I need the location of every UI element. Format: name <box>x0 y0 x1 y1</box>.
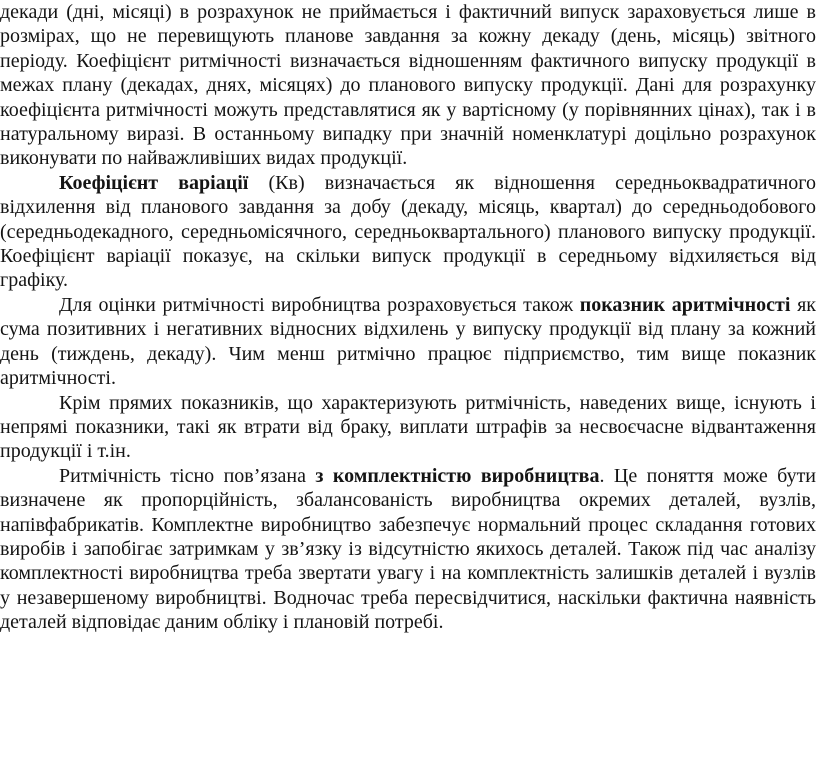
term-variation-coefficient: Коефіцієнт варіації <box>59 171 249 194</box>
paragraph-rhythm-coefficient: декади (дні, місяці) в розрахунок не приймається і фактичний випуск зараховується лише в розмірах, що не перевищують планове завдання за кожну декаду (день, місяць) звітного періоду. Коефіцієнт ритмічності визначається відношенням фактичного випуску продукції в межах плану (декадах, днях, місяцях) до планового випуску продукції. Дані для розрахунку коефіцієнта ритмічності можуть представлятися як у вартісному (у порівнянних цінах), так і в натуральному виразі. В останньому випадку при значній номенклатурі доцільно розрахунок виконувати по найважливіших видах продукції. <box>0 1 816 170</box>
paragraph-arrhythmia-intro: Для оцінки ритмічності виробництва розраховується також <box>59 293 580 316</box>
paragraph-completeness-intro: Ритмічність тісно пов’язана <box>59 464 316 487</box>
paragraph-indirect-indicators: Крім прямих показників, що характеризують ритмічність, наведених вище, існують і непрямі показники, такі як втрати від браку, виплати штрафів за несвоєчасне відвантаження продукції і т.ін. <box>0 391 816 463</box>
paragraph-completeness-text: . Це поняття може бути визначене як пропорційність, збалансованість виробництва окремих деталей, вузлів, напівфабрикатів. Комплектне виробництво забезпечує нормальний процес складання готових виробів і запобігає затримкам у зв’язку із відсутністю якихось деталей. Також під час аналізу комплектності виробництва треба звертати увагу і на комплектність залишків деталей і вузлів у незавершеному виробництві. Водночас треба пересвідчитися, наскільки фактична наявність деталей відповідає даним обліку і плановій потребі. <box>0 464 816 634</box>
term-arrhythmia-indicator: показник аритмічності <box>579 293 791 316</box>
paragraph-variation-coefficient <box>0 171 816 293</box>
paragraph-arrhythmia-indicator <box>0 293 816 391</box>
paragraph-arrhythmia-text: як сума позитивних і негативних відносних відхилень у випуску продукції від плану за кожний день (тиждень, декаду). Чим менш ритмічно працює підприємство, тим вище показник аритмічності. <box>0 293 816 390</box>
paragraph-variation-text: (Кв) визначається як відношення середньоквадратичного відхилення від планового завдання за добу (декаду, місяць, квартал) до середньодобового (середньодекадного, середньомісячного, середньоквартального) планового випуску продукції. Коефіцієнт варіації показує, на скільки випуск продукції в середньому відхиляється від графіку. <box>0 171 816 292</box>
term-production-completeness: з комплектністю виробництва <box>315 464 600 487</box>
paragraph-production-completeness <box>0 464 816 635</box>
